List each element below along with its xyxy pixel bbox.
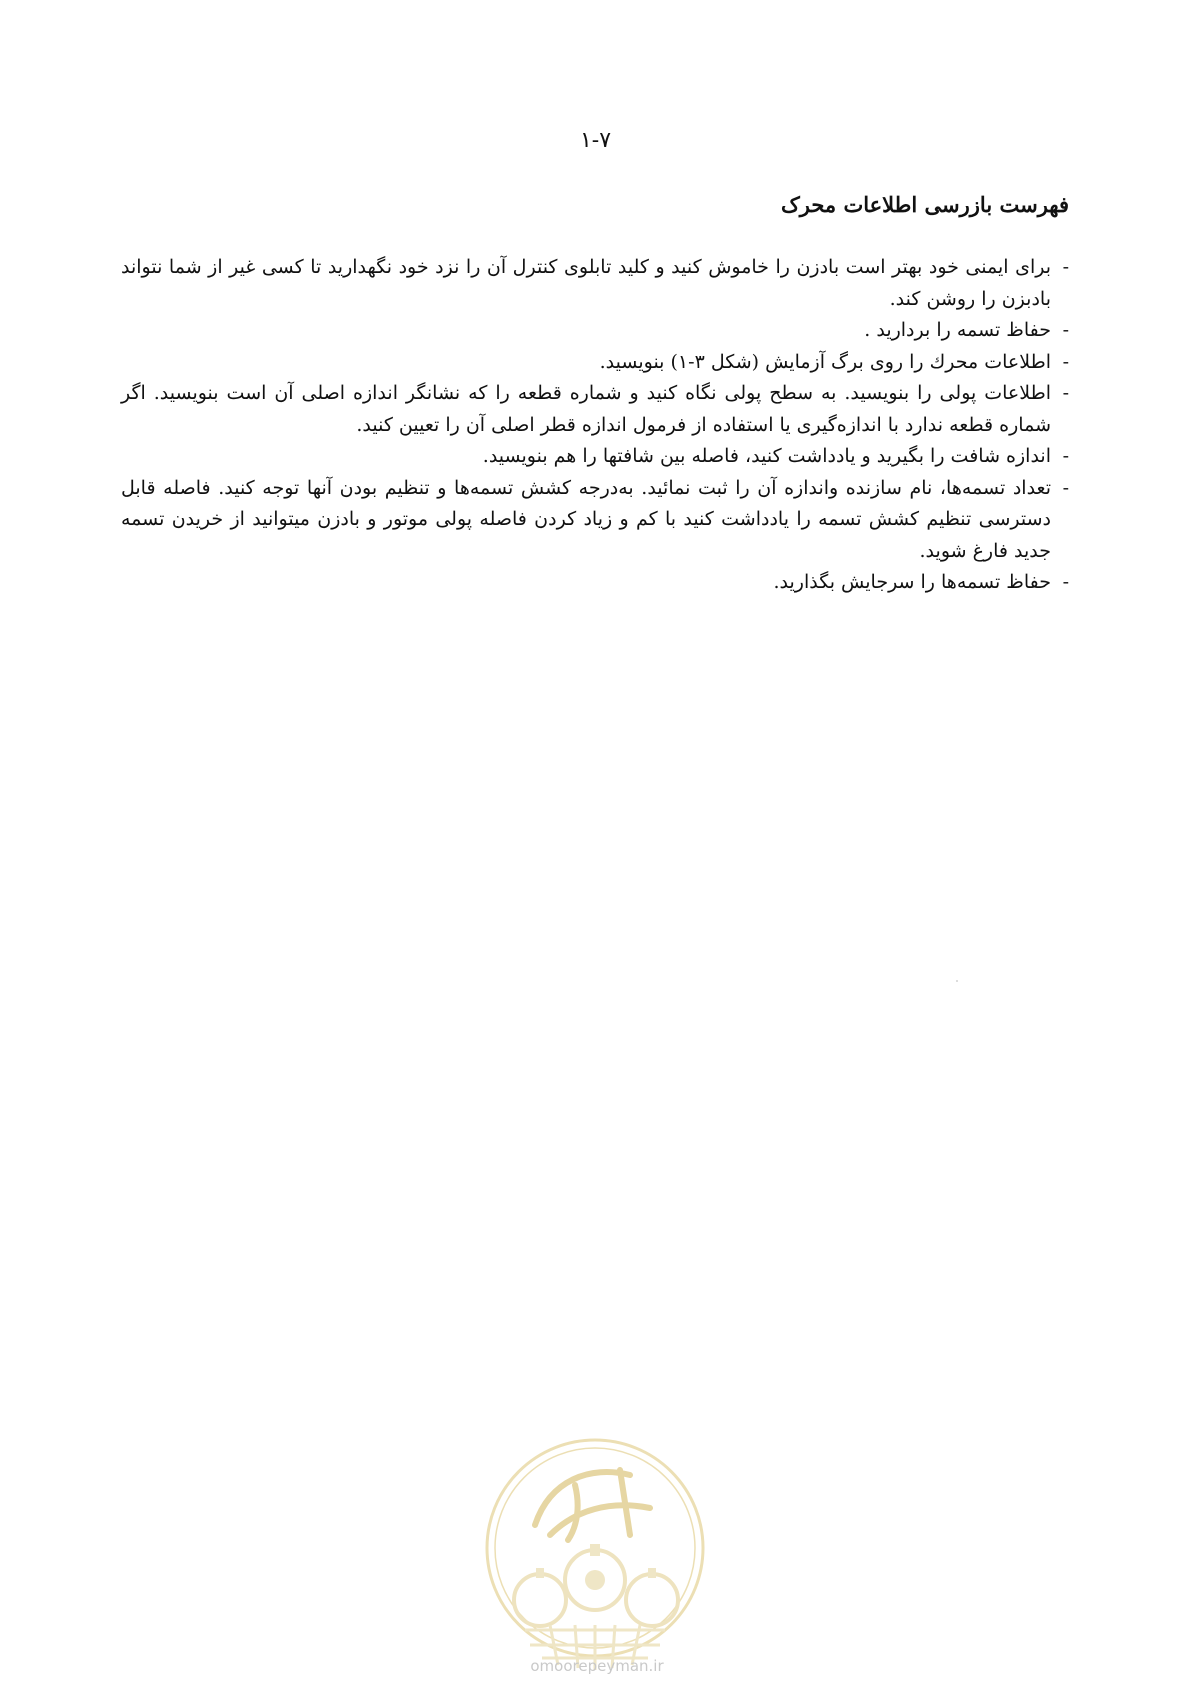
bullet-dash: - (1062, 445, 1069, 467)
checklist-item (121, 378, 1069, 441)
checklist-item-text: تعداد تسمه‌ها، نام سازنده واندازه آن را ثبت نمائید. به‌درجه کشش تسمه‌ها و تنظیم بودن آنها توجه کنید. فاصله قابل دسترسی تنظیم کشش تسمه را یادداشت کنید با کم و زیاد کردن فاصله پولی موتور و بادزن میتوانید از خریدن تسمه جدید فارغ شوید. (121, 476, 1051, 562)
checklist-item-text: اطلاعات محرك را روی برگ آزمایش (شکل ۳-۱) بنویسید. (599, 350, 1051, 373)
section-heading: فهرست بازرسی اطلاعات محرک (780, 192, 1069, 217)
checklist-item (121, 441, 1069, 473)
bullet-dash: - (1062, 382, 1069, 404)
bullet-dash: - (1062, 476, 1069, 499)
checklist-item-text: برای ایمنی خود بهتر است بادزن را خاموش کنید و کلید تابلوی کنترل آن را نزد خود نگهدارید تا کسی غیر از شما نتواند بادبزن را روشن کند. (121, 256, 1052, 310)
checklist-item-text: اطلاعات پولی را بنویسید. به سطح پولی نگاه کنید و شماره قطعه را که نشانگر اندازه اصلی آن است بنویسید. اگر شماره قطعه ندارد با اندازه‌گیری یا استفاده از فرمول اندازه قطر اصلی آن را تعیین کنید. (121, 382, 1051, 436)
checklist-item (121, 567, 1069, 599)
bullet-dash: - (1062, 319, 1069, 341)
checklist-item-text: اندازه شافت را بگیرید و یادداشت کنید، فاصله بین شافتها را هم بنویسید. (482, 445, 1051, 467)
bullet-dash: - (1062, 571, 1069, 593)
checklist-item-text: حفاظ تسمه‌ها را سرجایش بگذارید. (773, 571, 1051, 593)
watermark-logo-icon (480, 1430, 710, 1680)
watermark-url: omoorepeyman.ir (530, 1657, 664, 1675)
checklist-item (121, 473, 1069, 568)
bullet-dash: - (1062, 256, 1069, 278)
page-number: ۱-۷ (579, 128, 612, 153)
checklist-item (121, 315, 1069, 347)
checklist (121, 252, 1069, 599)
scan-speck (956, 980, 958, 982)
bullet-dash: - (1062, 350, 1069, 373)
checklist-item-text: حفاظ تسمه را بردارید . (864, 319, 1051, 341)
checklist-item (121, 347, 1069, 379)
checklist-item (121, 252, 1069, 315)
